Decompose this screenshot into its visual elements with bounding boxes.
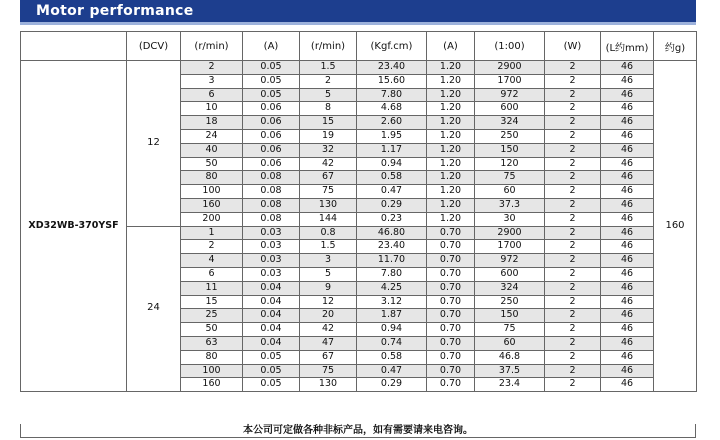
value-cell: 0.29: [357, 378, 427, 392]
value-cell: 1.5: [300, 61, 357, 75]
value-cell: 1.20: [427, 212, 475, 226]
value-cell: 3: [300, 254, 357, 268]
value-cell: 63: [181, 336, 243, 350]
value-cell: 15.60: [357, 74, 427, 88]
value-cell: 18: [181, 116, 243, 130]
value-cell: 4.25: [357, 281, 427, 295]
value-cell: 46: [601, 171, 654, 185]
value-cell: 46: [601, 281, 654, 295]
value-cell: 12: [300, 295, 357, 309]
col-header-weight: 约g): [654, 32, 697, 61]
value-cell: 972: [475, 88, 545, 102]
value-cell: 600: [475, 102, 545, 116]
value-cell: 80: [181, 350, 243, 364]
value-cell: 15: [181, 295, 243, 309]
value-cell: 1.95: [357, 129, 427, 143]
value-cell: 0.05: [243, 364, 300, 378]
value-cell: 46.8: [475, 350, 545, 364]
value-cell: 42: [300, 323, 357, 337]
value-cell: 2: [300, 74, 357, 88]
value-cell: 46: [601, 350, 654, 364]
value-cell: 0.47: [357, 364, 427, 378]
value-cell: 1.5: [300, 240, 357, 254]
value-cell: 23.40: [357, 240, 427, 254]
value-cell: 130: [300, 378, 357, 392]
value-cell: 2: [545, 323, 601, 337]
value-cell: 60: [475, 185, 545, 199]
value-cell: 7.80: [357, 267, 427, 281]
col-header: [21, 32, 127, 61]
value-cell: 2: [545, 281, 601, 295]
table-body: [21, 61, 697, 392]
value-cell: 42: [300, 157, 357, 171]
value-cell: 15: [300, 116, 357, 130]
value-cell: 2: [545, 350, 601, 364]
value-cell: 80: [181, 171, 243, 185]
value-cell: 75: [475, 171, 545, 185]
value-cell: 0.06: [243, 157, 300, 171]
value-cell: 6: [181, 267, 243, 281]
value-cell: 46: [601, 378, 654, 392]
value-cell: 50: [181, 157, 243, 171]
value-cell: 46: [601, 143, 654, 157]
value-cell: 2: [181, 240, 243, 254]
value-cell: 0.03: [243, 226, 300, 240]
value-cell: 0.04: [243, 281, 300, 295]
value-cell: 50: [181, 323, 243, 337]
value-cell: 0.03: [243, 267, 300, 281]
value-cell: 4: [181, 254, 243, 268]
value-cell: 2: [545, 254, 601, 268]
value-cell: 1.20: [427, 198, 475, 212]
value-cell: 37.3: [475, 198, 545, 212]
value-cell: 0.04: [243, 336, 300, 350]
value-cell: 11.70: [357, 254, 427, 268]
value-cell: 46: [601, 157, 654, 171]
value-cell: 0.47: [357, 185, 427, 199]
value-cell: 1.20: [427, 171, 475, 185]
value-cell: 1.87: [357, 309, 427, 323]
value-cell: 3: [181, 74, 243, 88]
value-cell: 0.08: [243, 185, 300, 199]
col-header-noload-current: (A): [243, 32, 300, 61]
value-cell: 0.70: [427, 281, 475, 295]
value-cell: 1.17: [357, 143, 427, 157]
value-cell: 75: [300, 364, 357, 378]
value-cell: 2: [545, 74, 601, 88]
footer-note: 本公司可定做各种非标产品，如有需要请来电咨询。: [20, 424, 696, 438]
value-cell: 2: [545, 198, 601, 212]
value-cell: 60: [475, 336, 545, 350]
value-cell: 24: [181, 129, 243, 143]
value-cell: 19: [300, 129, 357, 143]
value-cell: 600: [475, 267, 545, 281]
weight-cell: 160: [654, 61, 697, 392]
value-cell: 0.70: [427, 295, 475, 309]
value-cell: 1700: [475, 74, 545, 88]
value-cell: 67: [300, 350, 357, 364]
value-cell: 324: [475, 281, 545, 295]
value-cell: 8: [300, 102, 357, 116]
value-cell: 130: [300, 198, 357, 212]
value-cell: 9: [300, 281, 357, 295]
value-cell: 46.80: [357, 226, 427, 240]
value-cell: 46: [601, 267, 654, 281]
value-cell: 46: [601, 102, 654, 116]
value-cell: 2: [545, 61, 601, 75]
value-cell: 46: [601, 88, 654, 102]
value-cell: 25: [181, 309, 243, 323]
value-cell: 0.70: [427, 240, 475, 254]
value-cell: 0.08: [243, 198, 300, 212]
value-cell: 10: [181, 102, 243, 116]
value-cell: 0.04: [243, 309, 300, 323]
value-cell: 46: [601, 364, 654, 378]
value-cell: 46: [601, 336, 654, 350]
value-cell: 0.05: [243, 61, 300, 75]
value-cell: 0.70: [427, 378, 475, 392]
value-cell: 30: [475, 212, 545, 226]
value-cell: 1.20: [427, 88, 475, 102]
value-cell: 2: [545, 267, 601, 281]
value-cell: 46: [601, 212, 654, 226]
col-header-voltage: (DCV): [127, 32, 181, 61]
title-underline: [20, 22, 696, 25]
value-cell: 6: [181, 88, 243, 102]
voltage-cell: 24: [127, 226, 181, 392]
value-cell: 2: [545, 157, 601, 171]
col-header-torque: (Kgf.cm): [357, 32, 427, 61]
value-cell: 75: [300, 185, 357, 199]
value-cell: 1.20: [427, 102, 475, 116]
value-cell: 200: [181, 212, 243, 226]
value-cell: 0.08: [243, 171, 300, 185]
value-cell: 2: [545, 185, 601, 199]
value-cell: 46: [601, 61, 654, 75]
value-cell: 46: [601, 309, 654, 323]
voltage-cell: 12: [127, 61, 181, 227]
value-cell: 37.5: [475, 364, 545, 378]
value-cell: 250: [475, 295, 545, 309]
value-cell: 46: [601, 129, 654, 143]
col-header-length: (L约mm): [601, 32, 654, 61]
value-cell: 40: [181, 143, 243, 157]
value-cell: 0.08: [243, 212, 300, 226]
value-cell: 2: [545, 378, 601, 392]
value-cell: 46: [601, 323, 654, 337]
value-cell: 1.20: [427, 185, 475, 199]
header-row: [21, 32, 697, 61]
value-cell: 2: [545, 102, 601, 116]
value-cell: 2: [545, 88, 601, 102]
value-cell: 7.80: [357, 88, 427, 102]
value-cell: 0.03: [243, 240, 300, 254]
col-header-power: (W): [545, 32, 601, 61]
value-cell: 20: [300, 309, 357, 323]
value-cell: 120: [475, 157, 545, 171]
value-cell: 144: [300, 212, 357, 226]
value-cell: 160: [181, 198, 243, 212]
table-row: [21, 61, 697, 75]
value-cell: 2900: [475, 226, 545, 240]
motor-performance-table: [20, 31, 697, 392]
value-cell: 0.06: [243, 143, 300, 157]
value-cell: 46: [601, 240, 654, 254]
value-cell: 2: [545, 129, 601, 143]
value-cell: 150: [475, 309, 545, 323]
value-cell: 2: [545, 143, 601, 157]
value-cell: 0.94: [357, 157, 427, 171]
value-cell: 0.04: [243, 323, 300, 337]
value-cell: 46: [601, 116, 654, 130]
value-cell: 1.20: [427, 157, 475, 171]
value-cell: 75: [475, 323, 545, 337]
value-cell: 0.05: [243, 88, 300, 102]
value-cell: 0.05: [243, 378, 300, 392]
value-cell: 2: [181, 61, 243, 75]
value-cell: 46: [601, 295, 654, 309]
value-cell: 5: [300, 88, 357, 102]
value-cell: 0.70: [427, 350, 475, 364]
value-cell: 0.94: [357, 323, 427, 337]
value-cell: 46: [601, 74, 654, 88]
value-cell: 0.05: [243, 350, 300, 364]
value-cell: 2.60: [357, 116, 427, 130]
value-cell: 1.20: [427, 143, 475, 157]
value-cell: 0.70: [427, 323, 475, 337]
value-cell: 2: [545, 336, 601, 350]
value-cell: 32: [300, 143, 357, 157]
value-cell: 0.74: [357, 336, 427, 350]
section-title: Motor performance: [20, 0, 696, 22]
value-cell: 0.06: [243, 116, 300, 130]
value-cell: 2: [545, 309, 601, 323]
col-header-ratio: (1:00): [475, 32, 545, 61]
value-cell: 100: [181, 185, 243, 199]
model-cell: XD32WB-370YSF: [21, 61, 127, 392]
value-cell: 0.58: [357, 350, 427, 364]
value-cell: 0.04: [243, 295, 300, 309]
value-cell: 2: [545, 240, 601, 254]
value-cell: 100: [181, 364, 243, 378]
value-cell: 2: [545, 364, 601, 378]
value-cell: 2: [545, 171, 601, 185]
value-cell: 0.70: [427, 267, 475, 281]
value-cell: 0.03: [243, 254, 300, 268]
value-cell: 46: [601, 185, 654, 199]
value-cell: 2: [545, 116, 601, 130]
value-cell: 2: [545, 226, 601, 240]
col-header-noload-speed: (r/min): [181, 32, 243, 61]
value-cell: 5: [300, 267, 357, 281]
value-cell: 2: [545, 295, 601, 309]
value-cell: 2: [545, 212, 601, 226]
value-cell: 1: [181, 226, 243, 240]
value-cell: 0.29: [357, 198, 427, 212]
value-cell: 23.4: [475, 378, 545, 392]
value-cell: 0.70: [427, 309, 475, 323]
value-cell: 250: [475, 129, 545, 143]
value-cell: 3.12: [357, 295, 427, 309]
value-cell: 0.70: [427, 254, 475, 268]
value-cell: 0.58: [357, 171, 427, 185]
value-cell: 972: [475, 254, 545, 268]
col-header-rated-speed: (r/min): [300, 32, 357, 61]
value-cell: 46: [601, 198, 654, 212]
value-cell: 0.23: [357, 212, 427, 226]
value-cell: 0.05: [243, 74, 300, 88]
value-cell: 1700: [475, 240, 545, 254]
value-cell: 0.70: [427, 226, 475, 240]
value-cell: 0.8: [300, 226, 357, 240]
value-cell: 23.40: [357, 61, 427, 75]
value-cell: 47: [300, 336, 357, 350]
value-cell: 0.06: [243, 129, 300, 143]
value-cell: 150: [475, 143, 545, 157]
col-header-rated-current: (A): [427, 32, 475, 61]
value-cell: 0.70: [427, 336, 475, 350]
value-cell: 46: [601, 254, 654, 268]
value-cell: 1.20: [427, 74, 475, 88]
value-cell: 0.06: [243, 102, 300, 116]
value-cell: 46: [601, 226, 654, 240]
value-cell: 1.20: [427, 129, 475, 143]
value-cell: 11: [181, 281, 243, 295]
value-cell: 1.20: [427, 61, 475, 75]
value-cell: 4.68: [357, 102, 427, 116]
value-cell: 0.70: [427, 364, 475, 378]
value-cell: 67: [300, 171, 357, 185]
value-cell: 2900: [475, 61, 545, 75]
value-cell: 324: [475, 116, 545, 130]
value-cell: 1.20: [427, 116, 475, 130]
value-cell: 160: [181, 378, 243, 392]
